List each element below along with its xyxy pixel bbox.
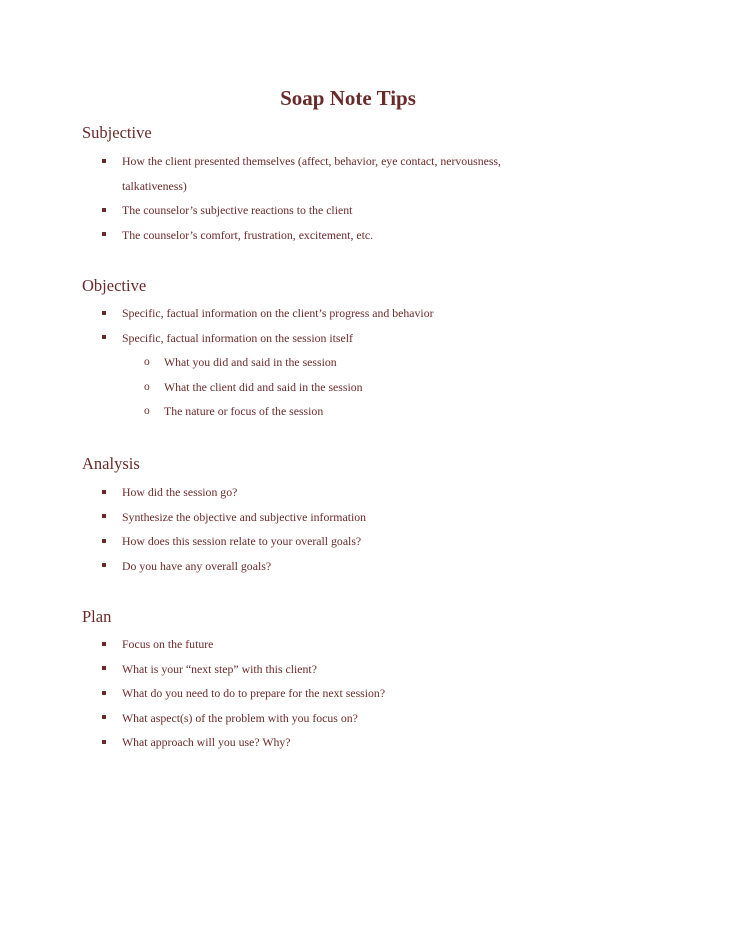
square-bullet-icon <box>102 514 106 518</box>
list-item <box>82 223 682 248</box>
list-item-text: Specific, factual information on the session itself <box>122 330 353 345</box>
circle-bullet-icon: o <box>144 356 150 368</box>
list-item-text-continued: talkativeness) <box>122 178 187 193</box>
sub-list-item-text: The nature or focus of the session <box>164 404 324 418</box>
list-item-text: The counselor’s comfort, frustration, excitement, etc. <box>122 227 374 242</box>
list-item-text: Focus on the future <box>122 637 214 651</box>
list-item-text: What approach will you use? Why? <box>122 735 291 749</box>
section-analysis <box>82 453 682 578</box>
list-item-text: Specific, factual information on the client’s progress and behavior <box>122 306 434 320</box>
sub-list-item <box>82 399 682 424</box>
sub-list-item <box>82 375 682 400</box>
square-bullet-icon <box>102 715 106 719</box>
list-item <box>82 529 682 554</box>
section-heading-plan: Plan <box>82 607 112 626</box>
section-plan <box>82 606 682 755</box>
section-subjective <box>82 122 682 247</box>
page-title: Soap Note Tips <box>280 86 416 110</box>
list-item-text: What aspect(s) of the problem with you focus on? <box>122 710 358 725</box>
sub-list-item-text: What the client did and said in the session <box>164 379 363 394</box>
square-bullet-icon <box>102 311 106 315</box>
list-item-text: What is your “next step” with this client? <box>122 661 317 676</box>
list-item <box>82 149 682 198</box>
list-item-text: How did the session go? <box>122 485 238 499</box>
list-item <box>82 632 682 657</box>
square-bullet-icon <box>102 563 106 567</box>
list-item <box>82 657 682 682</box>
square-bullet-icon <box>102 490 106 494</box>
list-item-text: Synthesize the objective and subjective information <box>122 509 367 524</box>
list-item-text: Do you have any overall goals? <box>122 558 272 573</box>
sub-list-item <box>82 350 682 375</box>
section-heading-objective: Objective <box>82 276 147 295</box>
analysis-list <box>82 480 682 578</box>
list-item <box>82 480 682 505</box>
section-heading-analysis: Analysis <box>82 454 140 473</box>
list-item <box>82 706 682 731</box>
list-item <box>82 505 682 530</box>
section-objective <box>82 275 682 424</box>
list-item <box>82 198 682 223</box>
section-heading-subjective: Subjective <box>82 123 152 142</box>
list-item <box>82 301 682 326</box>
square-bullet-icon <box>102 642 106 646</box>
list-item-text: What do you need to do to prepare for the next session? <box>122 686 386 700</box>
list-item <box>82 326 682 351</box>
circle-bullet-icon: o <box>144 405 150 417</box>
square-bullet-icon <box>102 208 106 212</box>
list-item <box>82 554 682 579</box>
list-item <box>82 681 682 706</box>
list-item-text: The counselor’s subjective reactions to the client <box>122 203 353 217</box>
plan-list <box>82 632 682 755</box>
objective-list <box>82 301 682 424</box>
square-bullet-icon <box>102 159 106 163</box>
list-item-text: How the client presented themselves (affect, behavior, eye contact, nervousness, <box>122 154 501 168</box>
square-bullet-icon <box>102 740 106 744</box>
square-bullet-icon <box>102 232 106 236</box>
circle-bullet-icon: o <box>144 380 150 393</box>
square-bullet-icon <box>102 691 106 695</box>
subjective-list <box>82 149 682 247</box>
list-item <box>82 730 682 755</box>
square-bullet-icon <box>102 539 106 543</box>
square-bullet-icon <box>102 666 106 670</box>
list-item-text: How does this session relate to your overall goals? <box>122 534 362 548</box>
square-bullet-icon <box>102 335 106 339</box>
sub-list-item-text: What you did and said in the session <box>164 355 337 369</box>
